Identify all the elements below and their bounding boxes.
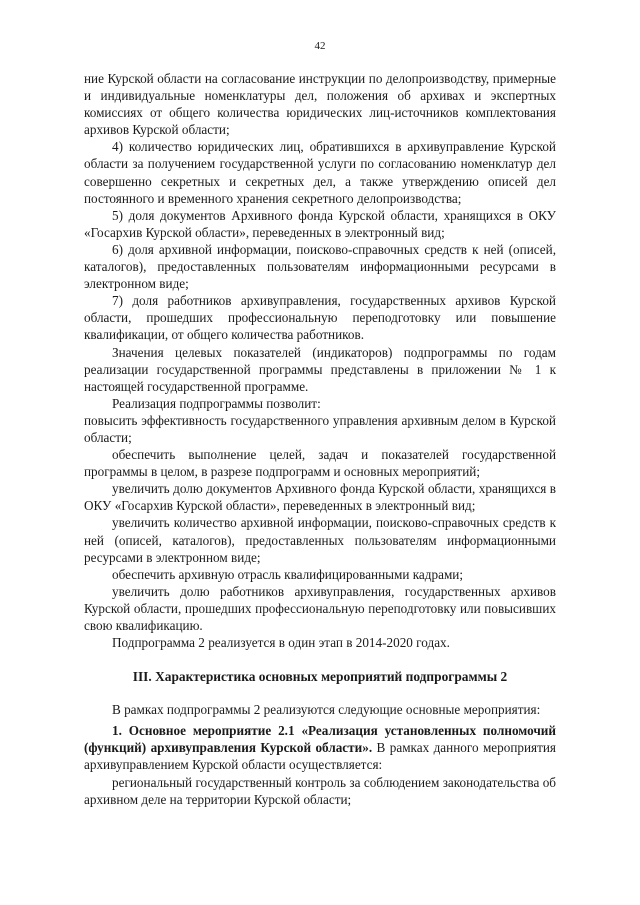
paragraph-item-7: 7) доля работников архивуправления, государственных архивов Курской области, прошедших профессиональную переподготовку или повышение квалификации, от общего количества работников. bbox=[84, 293, 556, 343]
measure-title: 1. Основное мероприятие 2.1 «Реализация установленных полномочий (функций) архивуправления Курской области». bbox=[84, 723, 556, 756]
paragraph-regional-control: региональный государственный контроль за соблюдением законодательства об архивном деле на территории Курской области; bbox=[84, 774, 556, 807]
paragraph-realization-intro: Реализация подпрограммы позволит: bbox=[112, 395, 321, 411]
paragraph-item-6: 6) доля архивной информации, поисково-справочных средств к ней (описей, каталогов), предоставленных пользователям информационными ресурсами в электронном виде; bbox=[84, 241, 556, 292]
paragraph-continuation: ние Курской области на согласование инструкции по делопроизводству, примерные и индивидуальные номенклатуры дел, положения об архивах и экспертных комиссиях от общего количества юридических лиц-источников комплектования архивов Курской области; bbox=[84, 71, 556, 138]
paragraph-section-intro: В рамках подпрограммы 2 реализуются следующие основные мероприятия: bbox=[112, 702, 541, 718]
paragraph-item-4: 4) количество юридических лиц, обратившихся в архивуправление Курской области за получением государственной услуги по согласованию номенклатур дел совершенно секретных и секретных дел, а также утверждению описей дел постоянного и временного хранения секретного делопроизводства; bbox=[84, 139, 556, 206]
paragraph-main-measure bbox=[84, 722, 556, 773]
paragraph-goal-3: увеличить долю документов Архивного фонда Курской области, хранящихся в ОКУ «Госархив Курской области», переведенных в электронный вид; bbox=[84, 481, 556, 514]
measure-description: В рамках данного мероприятия архивуправлением Курской области осуществляется: bbox=[84, 740, 556, 773]
page-number: 42 bbox=[314, 40, 326, 52]
section-heading: III. Характеристика основных мероприятий подпрограммы 2 bbox=[132, 669, 508, 685]
paragraph-goal-6: увеличить долю работников архивуправления, государственных архивов Курской области, прошедших профессиональную переподготовку или повысивших свою квалификацию. bbox=[84, 583, 556, 633]
paragraph-stage: Подпрограмма 2 реализуется в один этап в 2014-2020 годах. bbox=[112, 635, 450, 651]
paragraph-item-5: 5) доля документов Архивного фонда Курской области, хранящихся в ОКУ «Госархив Курской области», переведенных в электронный вид; bbox=[84, 207, 556, 240]
paragraph-goal-2: обеспечить выполнение целей, задач и показателей государственной программы в целом, в разрезе подпрограмм и основных мероприятий; bbox=[84, 447, 556, 480]
paragraph-target-values: Значения целевых показателей (индикаторов) подпрограммы по годам реализации государственной программы представлены в приложении № 1 к настоящей государственной программе. bbox=[84, 344, 556, 394]
paragraph-goal-1: повысить эффективность государственного управления архивным делом в Курской области; bbox=[84, 412, 556, 445]
paragraph-goal-5: обеспечить архивную отрасль квалифицированными кадрами; bbox=[112, 566, 464, 582]
paragraph-goal-4: увеличить количество архивной информации, поисково-справочных средств к ней (описей, каталогов), предоставленных пользователям информационными ресурсами в электронном виде; bbox=[84, 515, 556, 565]
